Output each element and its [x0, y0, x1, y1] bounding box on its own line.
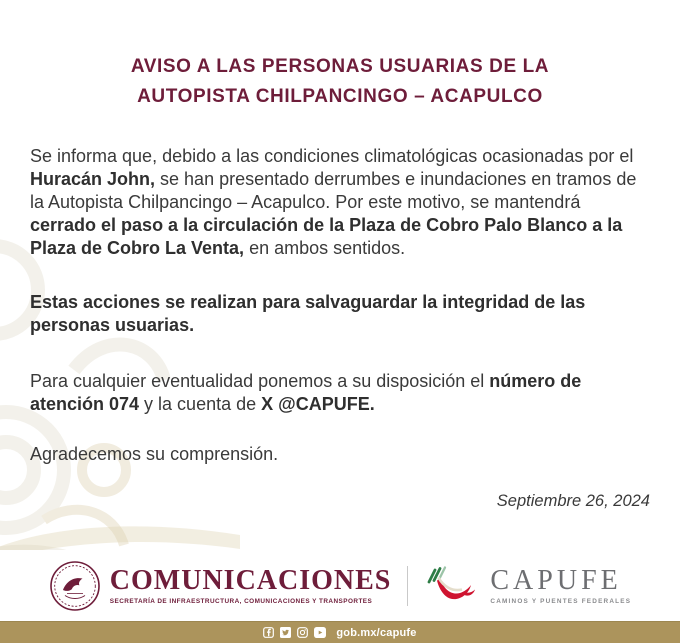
text-segment-bold: X @CAPUFE.	[261, 394, 375, 414]
text-segment: y la cuenta de	[139, 394, 262, 414]
twitter-icon	[280, 627, 291, 638]
paragraph-safety	[30, 291, 650, 337]
title-line-2: AUTOPISTA CHILPANCINGO – ACAPULCO	[137, 86, 543, 107]
text-segment: se han presentado derrumbes e inundaciones en tramos de la Autopista Chilpancingo – Acapulco. Por este motivo, se mantendrá	[30, 169, 637, 212]
text-segment: Agradecemos su comprensión.	[30, 444, 279, 464]
text-segment-bold: número de atención 074	[30, 371, 582, 414]
bottom-bar	[0, 621, 680, 643]
title-line-1: AVISO A LAS PERSONAS USUARIAS DE LA	[130, 56, 550, 77]
body-text	[0, 145, 680, 511]
paragraph-contact	[30, 370, 650, 416]
paragraph-closure	[30, 145, 650, 260]
facebook-icon	[263, 627, 274, 638]
capufe-wordmark: CAPUFE	[490, 565, 622, 596]
text-segment: Para cualquier eventualidad ponemos a su disposición el	[30, 371, 490, 391]
capufe-logo	[424, 564, 631, 608]
capufe-text	[490, 567, 631, 605]
footer-logo-band	[0, 550, 680, 622]
eagle-seal-icon	[49, 560, 101, 612]
text-segment: Se informa que, debido a las condiciones climatológicas ocasionadas por el	[30, 146, 634, 166]
footer-url: gob.mx/capufe	[336, 626, 417, 639]
comunicaciones-text	[110, 567, 392, 605]
capufe-tagline: CAMINOS Y PUENTES FEDERALES	[490, 598, 632, 605]
logo-divider	[407, 566, 408, 606]
comunicaciones-tagline: SECRETARÍA DE INFRAESTRUCTURA, COMUNICACIONES Y TRANSPORTES	[109, 598, 373, 605]
page-title	[0, 0, 680, 112]
youtube-icon	[314, 627, 326, 638]
capufe-ribbon-icon	[424, 564, 482, 608]
paragraph-thanks	[30, 443, 650, 466]
text-segment-bold: Huracán John,	[30, 169, 156, 189]
comunicaciones-wordmark: COMUNICACIONES	[109, 565, 392, 596]
comunicaciones-logo	[49, 560, 392, 612]
date-text: Septiembre 26, 2024	[496, 492, 650, 510]
text-segment-bold: Estas acciones se realizan para salvaguardar la integridad de las personas usuarias.	[30, 292, 586, 335]
instagram-icon	[297, 627, 308, 638]
text-segment-bold: cerrado el paso a la circulación de la Plaza de Cobro Palo Blanco a la Plaza de Cobro La Venta,	[30, 215, 623, 258]
text-segment: en ambos sentidos.	[244, 238, 406, 258]
